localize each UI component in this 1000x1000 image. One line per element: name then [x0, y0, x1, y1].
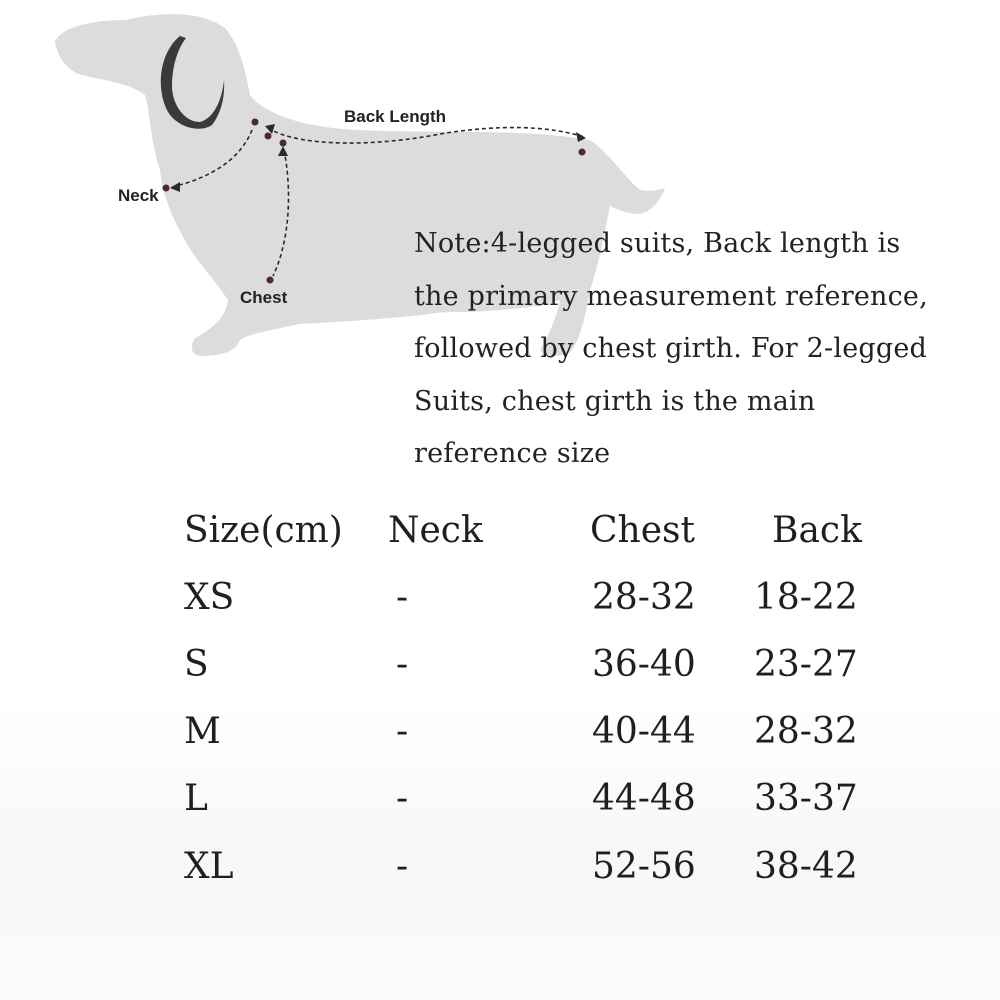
note-line: the primary measurement reference, — [414, 280, 928, 312]
tail-point — [579, 149, 586, 156]
table-cell-size: L — [184, 778, 208, 819]
neck-end-point — [163, 185, 170, 192]
table-cell-chest: 40-44 — [592, 711, 696, 752]
table-cell-size: M — [184, 711, 221, 752]
table-cell-back: 38-42 — [754, 846, 858, 887]
table-cell-neck: - — [396, 711, 409, 752]
chest-bottom-point — [267, 277, 274, 284]
table-cell-neck: - — [396, 846, 409, 887]
note-line: followed by chest girth. For 2-legged — [414, 333, 928, 364]
table-cell-back: 28-32 — [754, 711, 858, 752]
table-cell-size: XS — [184, 577, 235, 618]
table-cell-neck: - — [396, 577, 409, 618]
chest-top-point — [280, 140, 287, 147]
neck-point — [252, 119, 259, 126]
chest-label: Chest — [240, 288, 288, 307]
shoulder-point — [265, 133, 272, 140]
header-back: Back — [772, 510, 862, 551]
table-cell-chest: 36-40 — [592, 644, 696, 685]
back-length-label: Back Length — [344, 107, 447, 126]
table-cell-neck: - — [396, 644, 409, 685]
table-cell-size: XL — [184, 846, 234, 887]
table-cell-back: 18-22 — [754, 577, 858, 618]
table-cell-chest: 28-32 — [592, 577, 696, 618]
note-line: reference size — [414, 438, 611, 469]
header-size: Size(cm) — [184, 510, 343, 551]
note-line: Suits, chest girth is the main — [414, 385, 816, 417]
table-cell-back: 23-27 — [754, 644, 858, 685]
table-cell-size: S — [184, 644, 209, 685]
header-neck: Neck — [388, 510, 483, 551]
neck-label: Neck — [118, 186, 159, 205]
measurement-note — [414, 218, 974, 481]
note-line: Note:4-legged suits, Back length is — [414, 228, 901, 259]
table-cell-neck: - — [396, 778, 409, 819]
table-cell-chest: 44-48 — [592, 778, 696, 819]
table-cell-back: 33-37 — [754, 778, 858, 819]
header-chest: Chest — [590, 510, 695, 551]
table-cell-chest: 52-56 — [592, 846, 696, 887]
